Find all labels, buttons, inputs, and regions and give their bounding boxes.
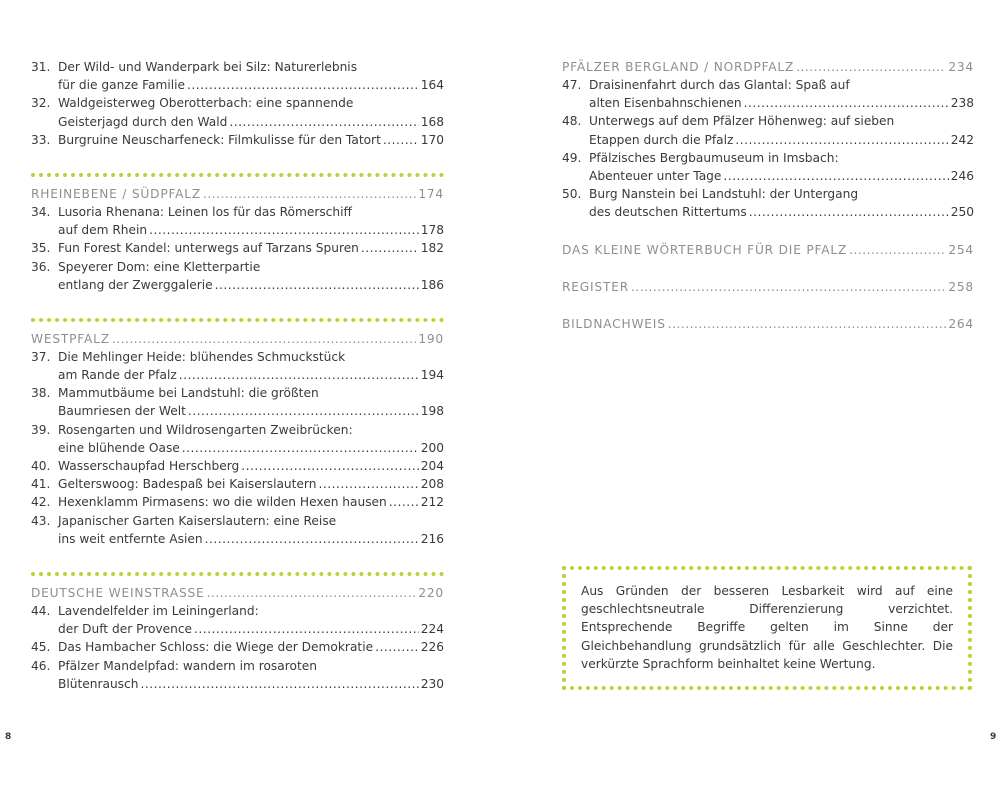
toc-entry-line (31, 76, 444, 94)
page-ref: 164 (420, 78, 444, 93)
toc-entry-line (31, 675, 444, 693)
leader-dots (182, 439, 419, 457)
section-heading (562, 241, 974, 259)
leader-dots (383, 131, 419, 149)
leader-dots (389, 493, 419, 511)
toc-entry (31, 493, 444, 511)
toc-entry-line (31, 493, 444, 511)
section-heading (31, 584, 444, 602)
toc-entry (31, 58, 444, 94)
toc-entry (31, 475, 444, 493)
right-page (562, 58, 974, 333)
page-ref: 204 (420, 459, 444, 473)
leader-dots (668, 315, 947, 333)
entry-title-text: Hexenklamm Pirmasens: wo die wilden Hexen hausen (58, 495, 387, 510)
toc-entry-line (31, 421, 444, 439)
section-title-text: WESTPFALZ (31, 331, 110, 346)
entry-number: 38. (31, 386, 51, 401)
entry-number: 31. (31, 60, 51, 74)
entry-title (589, 131, 974, 149)
toc-entry-line (31, 439, 444, 457)
gender-notice-box (562, 566, 972, 690)
entry-title-text: Burgruine Neuscharfeneck: Filmkulisse für den Tatort (58, 132, 381, 147)
entry-title-text: Gelterswoog: Badespaß bei Kaiserslautern (58, 477, 317, 492)
entry-number: 40. (31, 459, 51, 473)
toc-entry-line (31, 276, 444, 294)
entry-number: 46. (31, 658, 51, 673)
entry-title (58, 493, 444, 511)
entry-number: 37. (31, 349, 51, 364)
section-title (31, 330, 444, 348)
page-ref: 250 (950, 205, 974, 220)
toc-entry-line (31, 620, 444, 638)
toc-entry (31, 602, 444, 638)
leader-dots (187, 76, 419, 94)
toc-entry (31, 512, 444, 548)
entry-number: 34. (31, 204, 51, 219)
leader-dots (179, 366, 419, 384)
section-title-text: BILDNACHWEIS (562, 316, 666, 331)
entry-title-text: Das Hambacher Schloss: die Wiege der Demokratie (58, 640, 374, 655)
toc-entry-line (31, 512, 444, 530)
entry-number: 50. (562, 187, 582, 202)
entry-title-text: entlang der Zwerggalerie (58, 277, 213, 292)
toc-entry-line (562, 149, 974, 167)
entry-title (58, 276, 444, 294)
toc-group-top (31, 58, 444, 149)
left-page (31, 58, 444, 693)
section-divider-dots (31, 173, 444, 177)
toc-entry (31, 421, 444, 457)
page-ref: 224 (420, 622, 444, 637)
section-title (562, 58, 974, 76)
section-deutsche-weinstrasse (31, 572, 444, 693)
entry-title (58, 675, 444, 693)
page-ref: 220 (418, 585, 444, 600)
section-heading (562, 278, 974, 296)
entry-title-text: Blütenrausch (58, 676, 139, 691)
leader-dots (188, 402, 419, 420)
toc-entry-line (562, 76, 974, 94)
section-heading (562, 58, 974, 76)
leader-dots (375, 638, 419, 656)
leader-dots (318, 475, 418, 493)
toc-entry-line (31, 131, 444, 149)
toc-entry (31, 239, 444, 257)
toc-entry-line (562, 167, 974, 185)
toc-entry (31, 384, 444, 420)
page-ref: 200 (420, 440, 444, 455)
leader-dots (796, 58, 946, 76)
entry-title-text: Rosengarten und Wildrosengarten Zweibrücken: (58, 422, 353, 437)
toc-entry-line (31, 457, 444, 475)
leader-dots (203, 185, 416, 203)
entry-title-text: Mammutbäume bei Landstuhl: die größten (58, 386, 319, 401)
page-ref: 238 (950, 96, 974, 111)
page-ref: 190 (418, 331, 444, 346)
toc-entry-line (562, 94, 974, 112)
leader-dots (241, 457, 418, 475)
entry-title-text: Pfälzer Mandelpfad: wandern im rosaroten (58, 658, 317, 673)
leader-dots (744, 94, 949, 112)
toc-entry-line (31, 58, 444, 76)
entry-number: 47. (562, 78, 582, 92)
entry-title-text: Burg Nanstein bei Landstuhl: der Untergang (589, 187, 859, 202)
entry-title-text: am Rande der Pfalz (58, 368, 177, 383)
leader-dots (140, 675, 418, 693)
extra-woerterbuch (562, 241, 974, 259)
entry-title-text: Geisterjagd durch den Wald (58, 114, 228, 129)
leader-dots (631, 278, 946, 296)
entry-title (58, 638, 444, 656)
entry-title-text: des deutschen Rittertums (589, 205, 747, 220)
entry-title-text: eine blühende Oase (58, 440, 180, 455)
entry-title-text: Etappen durch die Pfalz (589, 132, 734, 147)
entry-title (58, 475, 444, 493)
toc-entry (31, 94, 444, 130)
entry-title (58, 620, 444, 638)
leader-dots (205, 530, 419, 548)
entry-title (58, 131, 444, 149)
page-ref: 208 (420, 477, 444, 492)
section-heading (31, 185, 444, 203)
entry-title-text: ins weit entfernte Asien (58, 531, 203, 546)
section-title (31, 584, 444, 602)
toc-entry-line (562, 112, 974, 130)
toc-entry-line (31, 657, 444, 675)
toc-entry (31, 348, 444, 384)
toc-entry-line (562, 185, 974, 203)
leader-dots (723, 167, 948, 185)
toc-entry (562, 149, 974, 185)
toc-entry-line (31, 384, 444, 402)
toc-entry (31, 203, 444, 239)
entry-title (58, 457, 444, 475)
page-ref: 178 (420, 223, 444, 238)
entry-title (58, 221, 444, 239)
toc-entry-line (31, 258, 444, 276)
page-ref: 170 (420, 132, 444, 147)
page-ref: 186 (420, 277, 444, 292)
toc-entry-line (31, 475, 444, 493)
entry-number: 45. (31, 640, 51, 655)
entry-number: 32. (31, 96, 51, 111)
section-title (31, 185, 444, 203)
leader-dots (194, 620, 419, 638)
page-ref: 216 (420, 531, 444, 546)
section-rheinebene (31, 173, 444, 294)
toc-entry-line (562, 131, 974, 149)
entry-title-text: Baumriesen der Welt (58, 404, 186, 419)
page-ref: 168 (420, 114, 444, 129)
entry-title-text: Abenteuer unter Tage (589, 168, 722, 183)
toc-entry (31, 131, 444, 149)
entry-title-text: Wasserschaupfad Herschberg (58, 459, 240, 473)
section-pfaelzer-bergland (562, 58, 974, 222)
entry-title-text: Pfälzisches Bergbaumuseum in Imsbach: (589, 150, 839, 165)
page-ref: 258 (948, 279, 974, 294)
leader-dots (735, 131, 948, 149)
page-ref: 198 (420, 404, 444, 419)
section-divider-dots (31, 572, 444, 576)
page-ref: 212 (420, 495, 444, 510)
page-ref: 182 (420, 241, 444, 256)
toc-entry-line (31, 530, 444, 548)
entry-title (58, 113, 444, 131)
toc-entry-line (31, 348, 444, 366)
entry-title-text: der Duft der Provence (58, 622, 193, 637)
page-number-left: 8 (5, 732, 12, 742)
entry-title-text: Unterwegs auf dem Pfälzer Höhenweg: auf sieben (589, 114, 895, 129)
toc-entry (31, 638, 444, 656)
entry-title-text: Draisinenfahrt durch das Glantal: Spaß auf (589, 78, 850, 92)
entry-title (58, 402, 444, 420)
toc-entry-line (31, 113, 444, 131)
leader-dots (849, 241, 946, 259)
entry-title (58, 366, 444, 384)
entry-title (589, 203, 974, 221)
page-ref: 194 (420, 368, 444, 383)
entry-title-text: Die Mehlinger Heide: blühendes Schmuckstück (58, 349, 346, 364)
toc-entry-line (31, 221, 444, 239)
entry-title-text: Lusoria Rhenana: Leinen los für das Römerschiff (58, 204, 352, 219)
section-title (562, 241, 974, 259)
toc-entry-line (31, 366, 444, 384)
entry-title (58, 239, 444, 257)
entry-number: 35. (31, 241, 51, 256)
entry-title-text: für die ganze Familie (58, 78, 185, 93)
section-divider-dots (31, 318, 444, 322)
leader-dots (112, 330, 416, 348)
section-title-text: DEUTSCHE WEINSTRASSE (31, 585, 205, 600)
entry-number: 36. (31, 259, 51, 274)
section-title (562, 278, 974, 296)
page-ref: 174 (418, 186, 444, 201)
leader-dots (361, 239, 419, 257)
entry-number: 43. (31, 513, 51, 528)
toc-entry-line (31, 203, 444, 221)
entry-title-text: Der Wild- und Wanderpark bei Silz: Naturerlebnis (58, 60, 358, 74)
section-title (562, 315, 974, 333)
toc-entry-line (31, 94, 444, 112)
entry-number: 49. (562, 150, 582, 165)
section-title-text: RHEINEBENE / SÜDPFALZ (31, 186, 202, 201)
toc-entry (562, 185, 974, 221)
entry-title-text: alten Eisenbahnschienen (589, 96, 742, 111)
section-heading (31, 330, 444, 348)
extra-bildnachweis (562, 315, 974, 333)
toc-entry (31, 258, 444, 294)
toc-entry-line (31, 402, 444, 420)
entry-title (58, 76, 444, 94)
toc-entry-line (31, 239, 444, 257)
gender-notice-text: Aus Gründen der besseren Lesbarkeit wird auf eine geschlechtsneutrale Differenzierung verzichtet. Entsprechende Begriffe gelten im Sinne der Gleichbehandlung grundsätzlich für alle Geschlechter. Die verkürzte Sprachform beinhaltet keine Wertung. (581, 584, 953, 671)
entry-number: 41. (31, 477, 51, 492)
leader-dots (207, 584, 417, 602)
section-title-text: REGISTER (562, 279, 629, 294)
entry-title-text: Speyerer Dom: eine Kletterpartie (58, 259, 261, 274)
page-number-right: 9 (990, 732, 997, 742)
toc-entry-line (31, 638, 444, 656)
toc-entry-line (31, 602, 444, 620)
section-westpfalz (31, 318, 444, 548)
leader-dots (749, 203, 949, 221)
leader-dots (149, 221, 419, 239)
page-ref: 254 (948, 242, 974, 257)
entry-number: 42. (31, 495, 51, 510)
entry-number: 48. (562, 114, 582, 129)
toc-entry (31, 457, 444, 475)
page-ref: 234 (948, 60, 974, 74)
toc-entry (562, 112, 974, 148)
page-ref: 226 (420, 640, 444, 655)
entry-title (589, 167, 974, 185)
entry-number: 33. (31, 132, 51, 147)
toc-entry (31, 657, 444, 693)
section-title-text: PFÄLZER BERGLAND / NORDPFALZ (562, 60, 795, 74)
entry-title (58, 530, 444, 548)
entry-number: 44. (31, 603, 51, 618)
toc-entry (562, 76, 974, 112)
leader-dots (215, 276, 419, 294)
entry-title (589, 94, 974, 112)
leader-dots (229, 113, 418, 131)
entry-title-text: Japanischer Garten Kaiserslautern: eine Reise (58, 513, 337, 528)
page-ref: 246 (950, 168, 974, 183)
entry-title-text: Waldgeisterweg Oberotterbach: eine spannende (58, 96, 354, 111)
section-heading (562, 315, 974, 333)
entry-title-text: Lavendelfelder im Leiningerland: (58, 603, 259, 618)
entry-number: 39. (31, 422, 51, 437)
entry-title-text: Fun Forest Kandel: unterwegs auf Tarzans Spuren (58, 241, 359, 256)
page-ref: 230 (420, 676, 444, 691)
page-ref: 264 (948, 316, 974, 331)
extra-register (562, 278, 974, 296)
page-ref: 242 (950, 132, 974, 147)
entry-title (58, 439, 444, 457)
section-title-text: DAS KLEINE WÖRTERBUCH FÜR DIE PFALZ (562, 242, 848, 257)
toc-entry-line (562, 203, 974, 221)
entry-title-text: auf dem Rhein (58, 223, 148, 238)
